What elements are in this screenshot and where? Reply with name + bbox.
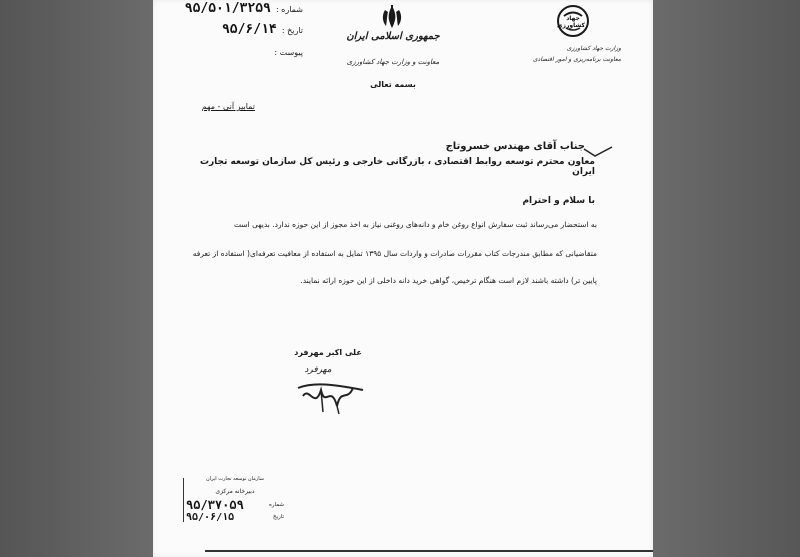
- stamp-number-label: شماره: [268, 502, 284, 508]
- recipient-title: معاون محترم توسعه روابط اقتصادی ، بازرگانی خارجی و رئیس کل سازمان توسعه تجارت ایران: [199, 157, 595, 177]
- ministry-logo-text: جهاد کشاورزی: [557, 15, 585, 29]
- org-department: معاونت برنامه‌ریزی و امور اقتصادی: [532, 56, 621, 63]
- org-name: وزارت جهاد کشاورزی: [566, 45, 621, 52]
- letter-page: [153, 0, 653, 557]
- stamp-date-label: تاریخ: [273, 514, 284, 520]
- footer-rule: [205, 550, 653, 552]
- letter-date-label: تاریخ :: [281, 26, 303, 35]
- letter-number-label: شماره :: [275, 5, 303, 14]
- body-line-1: به استحضار می‌رساند ثبت سفارش انواع روغن خام و دانه‌های روغنی نیاز به اخذ مجوز از این حوزه ندارد. بدیهی است: [233, 220, 597, 229]
- left-background: [0, 0, 153, 557]
- ministry-subtitle: معاونت و وزارت جهاد کشاورزی: [346, 58, 440, 66]
- iran-emblem: [379, 4, 405, 30]
- greeting: با سلام و احترام: [522, 196, 595, 206]
- check-mark: [583, 143, 613, 155]
- signer-name: علی اکبر مهرفرد: [294, 348, 362, 357]
- received-stamp: [183, 478, 286, 522]
- ministry-logo: [556, 4, 590, 38]
- republic-title: جمهوری اسلامی ایران: [346, 31, 440, 42]
- letter-number-row: [161, 0, 303, 15]
- emblem-icon: [379, 4, 405, 30]
- priority-note: تمابیر آنی - مهم: [201, 102, 255, 111]
- attachment-row: [221, 40, 303, 57]
- recipient-name: جناب آقای مهندس خسروتاج: [445, 141, 585, 152]
- stamp-office: دبیرخانه مرکزی: [215, 488, 255, 495]
- signature: [293, 376, 373, 416]
- letter-date: ۹۵/۶/۱۴: [221, 22, 277, 37]
- stamp-date: ۹۵/۰۶/۱۵: [186, 512, 235, 523]
- letter-date-row: [161, 18, 303, 36]
- letter-number: ۹۵/۵۰۱/۳۲۵۹: [184, 1, 271, 16]
- attachment-label: پیوست :: [274, 48, 303, 57]
- body-line-3: پایین تر) داشته باشند لازم است هنگام ترخیص، گواهی خرید دانه داخلی از این حوزه ارائه نمایند.: [300, 276, 597, 285]
- signature-mark: [293, 376, 373, 416]
- body-line-2: متقاضیانی که مطابق مندرجات کتاب مقررات صادرات و واردات سال ۱۳۹۵ تمایل به استفاده از معافیت تعرفه‌ای( استفاده از تعرفه: [192, 249, 597, 258]
- reference-block: [161, 0, 303, 55]
- stamp-org: سازمان توسعه تجارت ایران: [206, 476, 264, 482]
- stamp-number: ۹۵/۳۷۰۵۹: [186, 498, 244, 512]
- signer-initials: مهرفرد: [304, 365, 332, 375]
- right-background: [653, 0, 800, 557]
- basmala: بسمه تعالی: [370, 80, 416, 89]
